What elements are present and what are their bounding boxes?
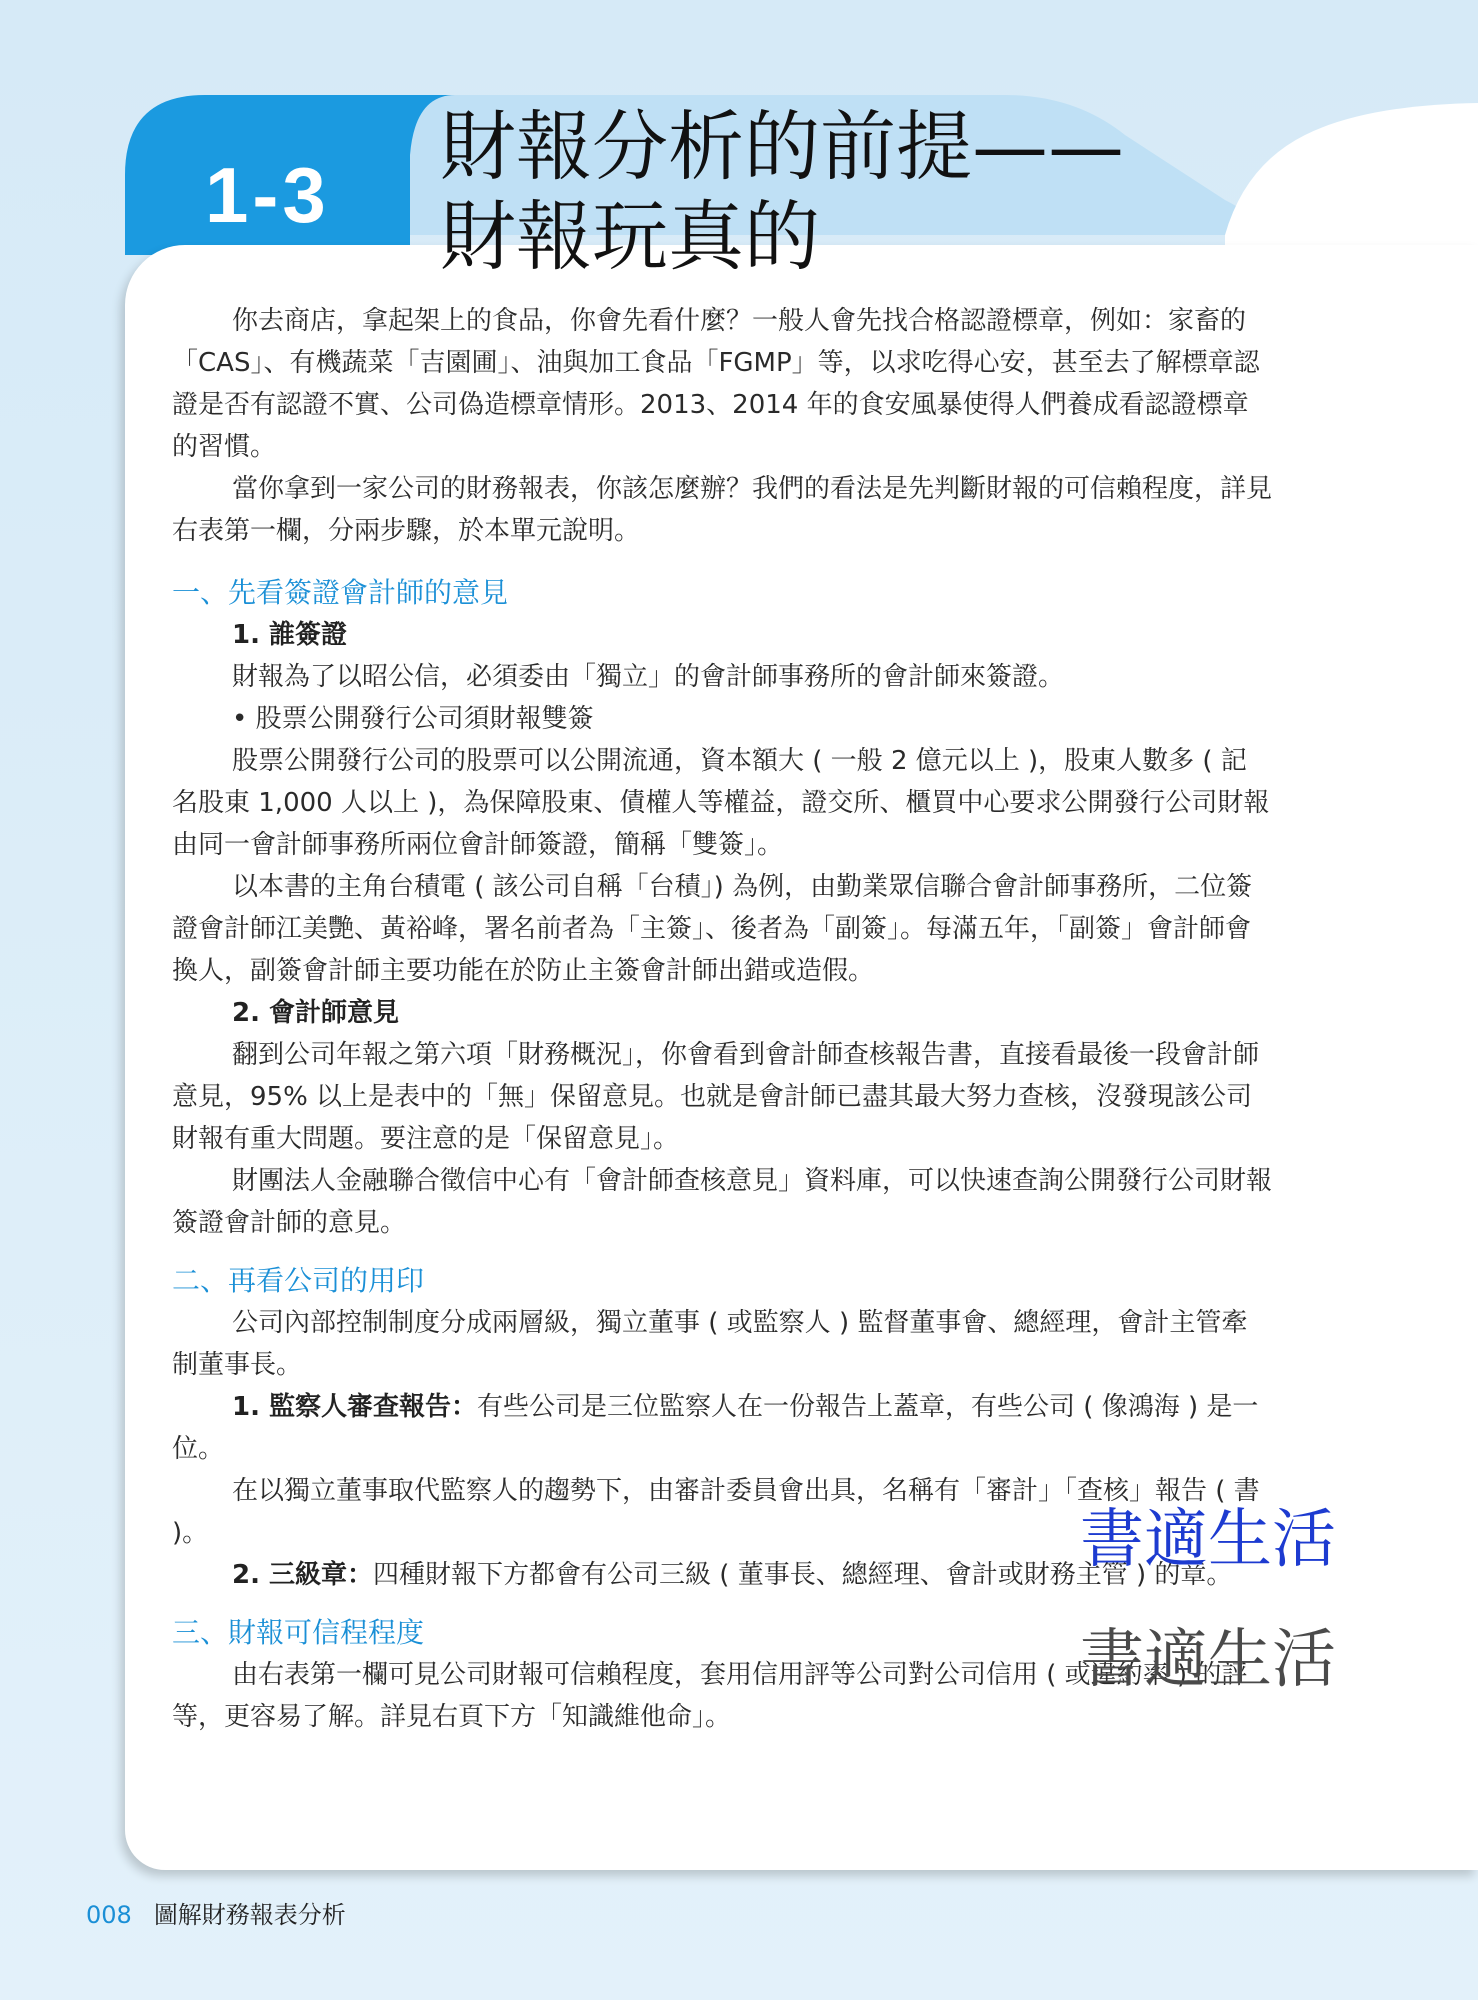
page-footer — [86, 1895, 346, 1935]
section-2-item-1-label: 1. 監察人審查報告： — [232, 1392, 478, 1422]
section-2-item-2-label: 2. 三級章： — [232, 1560, 374, 1590]
section-1-paragraph-1: 股票公開發行公司的股票可以公開流通，資本額大 ( 一般 2 億元以上 )，股東人數多 ( 記名股東 1,000 人以上 )，為保障股東、債權人等權益，證交所、櫃買中心要求公開發行公司財報由同一會計師事務所兩位會計師簽證，簡稱「雙簽」。 — [172, 746, 1270, 860]
section-1-heading: 一、先看簽證會計師的意見 — [172, 576, 509, 609]
section-2-paragraph-2: 在以獨立董事取代監察人的趨勢下，由審計委員會出具，名稱有「審計」「查核」報告 ( 書 )。 — [172, 1476, 1260, 1548]
chapter-number: 1-3 — [205, 151, 330, 239]
page-number: 008 — [86, 1901, 132, 1929]
intro-paragraph-2: 當你拿到一家公司的財務報表，你該怎麼辦？我們的看法是先判斷財報的可信賴程度，詳見右表第一欄，分兩步驟，於本單元說明。 — [172, 474, 1273, 546]
book-title: 圖解財務報表分析 — [153, 1901, 346, 1929]
page-title — [440, 102, 1160, 282]
section-2-paragraph-1: 公司內部控制制度分成兩層級，獨立董事 ( 或監察人 ) 監督董事會、總經理，會計主管牽制董事長。 — [172, 1308, 1248, 1380]
section-2-heading: 二、再看公司的用印 — [172, 1264, 425, 1297]
title-line-2: 財報玩真的 — [440, 192, 820, 281]
section-1-paragraph-3: 翻到公司年報之第六項「財務概況」，你會看到會計師查核報告書，直接看最後一段會計師意見，95% 以上是表中的「無」保留意見。也就是會計師已盡其最大努力查核，沒發現該公司財報有重大問題。要注意的是「保留意見」。 — [172, 1040, 1260, 1154]
section-1-sub-1-title: 1. 誰簽證 — [232, 620, 348, 650]
section-3-paragraph-1: 由右表第一欄可見公司財報可信賴程度，套用信用評等公司對公司信用 ( 或違約率 ) 的評等，更容易了解。詳見右頁下方「知識維他命」。 — [172, 1660, 1248, 1732]
title-line-1: 財報分析的前提—— — [440, 102, 1124, 191]
section-1-paragraph-2: 以本書的主角台積電 ( 該公司自稱「台積」) 為例，由勤業眾信聯合會計師事務所，二位簽證會計師江美艷、黃裕峰，署名前者為「主簽」、後者為「副簽」。每滿五年，「副簽」會計師會換人，副簽會計師主要功能在於防止主簽會計師出錯或造假。 — [172, 872, 1253, 986]
section-1-sub-1-text: 財報為了以昭公信，必須委由「獨立」的會計師事務所的會計師來簽證。 — [232, 662, 1065, 692]
intro-paragraph-1: 你去商店，拿起架上的食品，你會先看什麼？一般人會先找合格認證標章，例如：家畜的「CAS」、有機蔬菜「吉園圃」、油與加工食品「FGMP」等，以求吃得心安，甚至去了解標章認證是否有認證不實、公司偽造標章情形。2013、2014 年的食安風暴使得人們養成看認證標章的習慣。 — [172, 306, 1260, 462]
section-1-paragraph-4: 財團法人金融聯合徵信中心有「會計師查核意見」資料庫，可以快速查詢公開發行公司財報簽證會計師的意見。 — [172, 1166, 1273, 1238]
section-2-item-1-text: 有些公司是三位監察人在一份報告上蓋章，有些公司 ( 像鴻海 ) 是一位。 — [172, 1392, 1259, 1464]
section-2-item-1 — [172, 1386, 1272, 1470]
watermark-blue: 書適生活 — [1080, 1503, 1336, 1577]
section-1-bullet: • 股票公開發行公司須財報雙簽 — [232, 704, 594, 734]
watermark-gray: 書適生活 — [1080, 1623, 1336, 1697]
section-1-sub-2-title: 2. 會計師意見 — [232, 998, 400, 1028]
section-2-item-2-text: 四種財報下方都會有公司三級 ( 董事長、總經理、會計或財務主管 ) 的章。 — [373, 1560, 1233, 1590]
section-3-heading: 三、財報可信程程度 — [172, 1616, 425, 1649]
